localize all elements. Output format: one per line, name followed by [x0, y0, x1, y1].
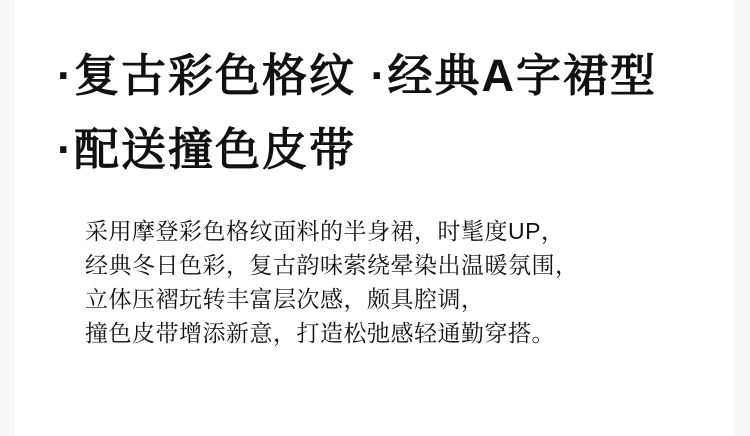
description-line-4: 撞色皮带增添新意，打造松弛感轻通勤穿搭。: [85, 320, 555, 346]
selling-points-headline: [57, 39, 657, 187]
description-line-1: 采用摩登彩色格纹面料的半身裙，时髦度UP，: [85, 218, 565, 244]
product-description-panel: [15, 0, 734, 436]
selling-point-line-1: ·复古彩色格纹 ·经典A字裙型: [57, 50, 657, 101]
description-paragraph: [85, 214, 579, 350]
description-line-3: 立体压褶玩转丰富层次感，颇具腔调，: [85, 286, 485, 312]
description-line-2: 经典冬日色彩，复古韵味萦绕晕染出温暖氛围，: [85, 252, 579, 278]
selling-point-line-2: ·配送撞色皮带: [57, 124, 356, 175]
